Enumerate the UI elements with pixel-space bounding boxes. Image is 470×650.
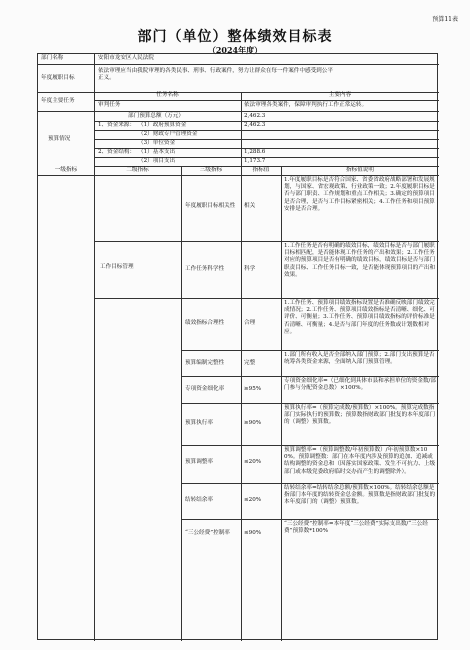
indicator-desc: 预算调整率=（预算调整数/年初预算数）/年初预算数×100%。预算调整数：部门在本年度内涉及预算的追加、追减或结构调整的资金总和（因落实国家政策、发生不可抗力、上级部门或本级党委政府临时交办而产生的调整除外）。 <box>284 447 436 475</box>
budget-total-label: 部门预算总额（万元） <box>128 113 184 119</box>
struct-2-label: （2）项目支出 <box>138 158 176 164</box>
col-level3: 三级指标 <box>199 167 223 173</box>
col-level1: 一级指标 <box>54 167 78 173</box>
struct-2-value: 1,173.7 <box>244 158 266 164</box>
source-1-label: （1）政府预算资金 <box>138 122 187 128</box>
source-2-label: （2）财政专户管理资金 <box>138 131 198 137</box>
budget-total-value: 2,462.3 <box>244 113 266 119</box>
col-main-content: 主要内容 <box>328 92 352 98</box>
source-1-value: 2,462.3 <box>244 122 266 128</box>
col-task-name: 任务名称 <box>156 92 179 98</box>
page-title: 部门（单位）整体绩效目标表 <box>137 29 333 45</box>
indicator-name: 年度履职目标相关性 <box>185 203 236 209</box>
indicator-name: 预算执行率 <box>185 420 213 426</box>
indicator-desc: 1.工作任务、预算项目绩效指标设置是否准确反映部门绩效完成情况；2.工作任务、预算项目绩效指标是否清晰、细化、可评价、可衡量；3.工作任务、预算项目绩效指标的评价标准是否清晰、可衡量；4.是否与部门年度的任务数或计划数相对应。 <box>284 300 435 335</box>
indicator-value: ≤20% <box>244 497 262 503</box>
struct-1-value: 1,288.6 <box>244 149 266 155</box>
main-duty-label: 年度主要任务 <box>41 98 75 104</box>
source-3-label: （3）单位资金 <box>138 140 176 146</box>
indicator-desc: 1.工作任务是否有明确的绩效目标，绩效目标是否与部门履职目标相匹配，是否能体现工作任务的产出和效果；2.工作任务对应的预算项目是否有明确的绩效目标，绩效目标是否与部门职责目标、工作任务目标一致，是否能体现预算项目的产出和效果。 <box>284 243 436 278</box>
indicator-value: 相关 <box>244 203 256 209</box>
annual-duty-text: 依法审理应当由我院审理的各类民事、刑事、行政案件，努力让群众在每一件案件中感受到公平正义。 <box>98 68 333 82</box>
task-content: 依法审理各类案件，保障审判执行工作正常运转。 <box>244 102 368 108</box>
indicator-value: ≥95% <box>244 386 262 392</box>
indicator-desc: 预算执行率=（预算完成数/预算数）×100%。预算完成数指部门实际执行的预算数；预算数指财政部门批复的本年度部门的（调整）预算数。 <box>284 405 436 426</box>
budget-label: 预算情况 <box>48 136 71 142</box>
indicator-value: 科学 <box>244 266 256 272</box>
col-level2: 二级指标 <box>126 167 149 173</box>
indicator-name: 结转结余率 <box>185 497 213 503</box>
col-desc: 指标值说明 <box>346 167 374 173</box>
struct-1-label: （1）基本支出 <box>138 149 176 155</box>
source-label: 1、资金来源： <box>98 122 136 128</box>
indicator-name: 预算调整率 <box>185 459 213 465</box>
indicator-name: 预算编制完整性 <box>185 360 225 366</box>
indicator-value: ≤20% <box>244 459 262 465</box>
indicator-desc: “三公经费”控制率=本年度“三公经费”实际支出数/“三公经费”预算数*100% <box>284 521 428 535</box>
performance-table <box>37 53 438 640</box>
indicator-value: ≤90% <box>244 530 262 536</box>
unit-value: 安阳市龙安区人民法院 <box>98 55 154 61</box>
indicator-name: 工作任务科学性 <box>185 266 225 272</box>
indicator-desc: 专项资金细化率=（已细化到具体市县和承担单位的资金数/部门参与分配资金总数）×100%。 <box>284 378 437 392</box>
col-value: 指标值 <box>252 167 270 173</box>
annual-duty-label: 年度履职目标 <box>41 75 75 81</box>
indicator-desc: 1.年度履职目标是否符合国家、省委省政府战略部署和发展规划，与国家、省宏观政策、行业政策一致；2.年度履职目标是否与部门职责、工作规划和重点工作相关；3.确定的预算项目是否合理，是否与工作目标紧密相关；4.工作任务和项目预算安排是否合理。 <box>284 177 435 212</box>
indicator-name: 专项资金细化率 <box>185 386 225 392</box>
indicator-name: “三公经费”控制率 <box>185 530 230 536</box>
unit-label: 部门名称 <box>41 55 64 61</box>
indicator-name: 绩效指标合理性 <box>185 320 225 326</box>
indicator-value: 合理 <box>244 320 256 326</box>
indicator-desc: 1.部门所有收入是否全部纳入部门预算；2.部门支出预算是否统筹各类资金来源，全面纳入部门预算管理。 <box>284 352 435 366</box>
appendix-label: 预算11表 <box>432 16 458 23</box>
indicator-value: 完整 <box>244 360 256 366</box>
level2-group-label: 工作目标管理 <box>100 264 134 270</box>
year-label: （2024年度） <box>207 45 263 55</box>
task-name: 审判任务 <box>98 102 121 108</box>
indicator-desc: 结转结余率=结转结余总额/预算数×100%。结转结余总额是指部门本年度的结转资金总金额。预算数是指财政部门批复的本年度部门的（调整）预算数。 <box>284 485 436 506</box>
struct-label: 2、资金结构： <box>98 149 136 155</box>
indicator-value: ≥90% <box>244 420 262 426</box>
